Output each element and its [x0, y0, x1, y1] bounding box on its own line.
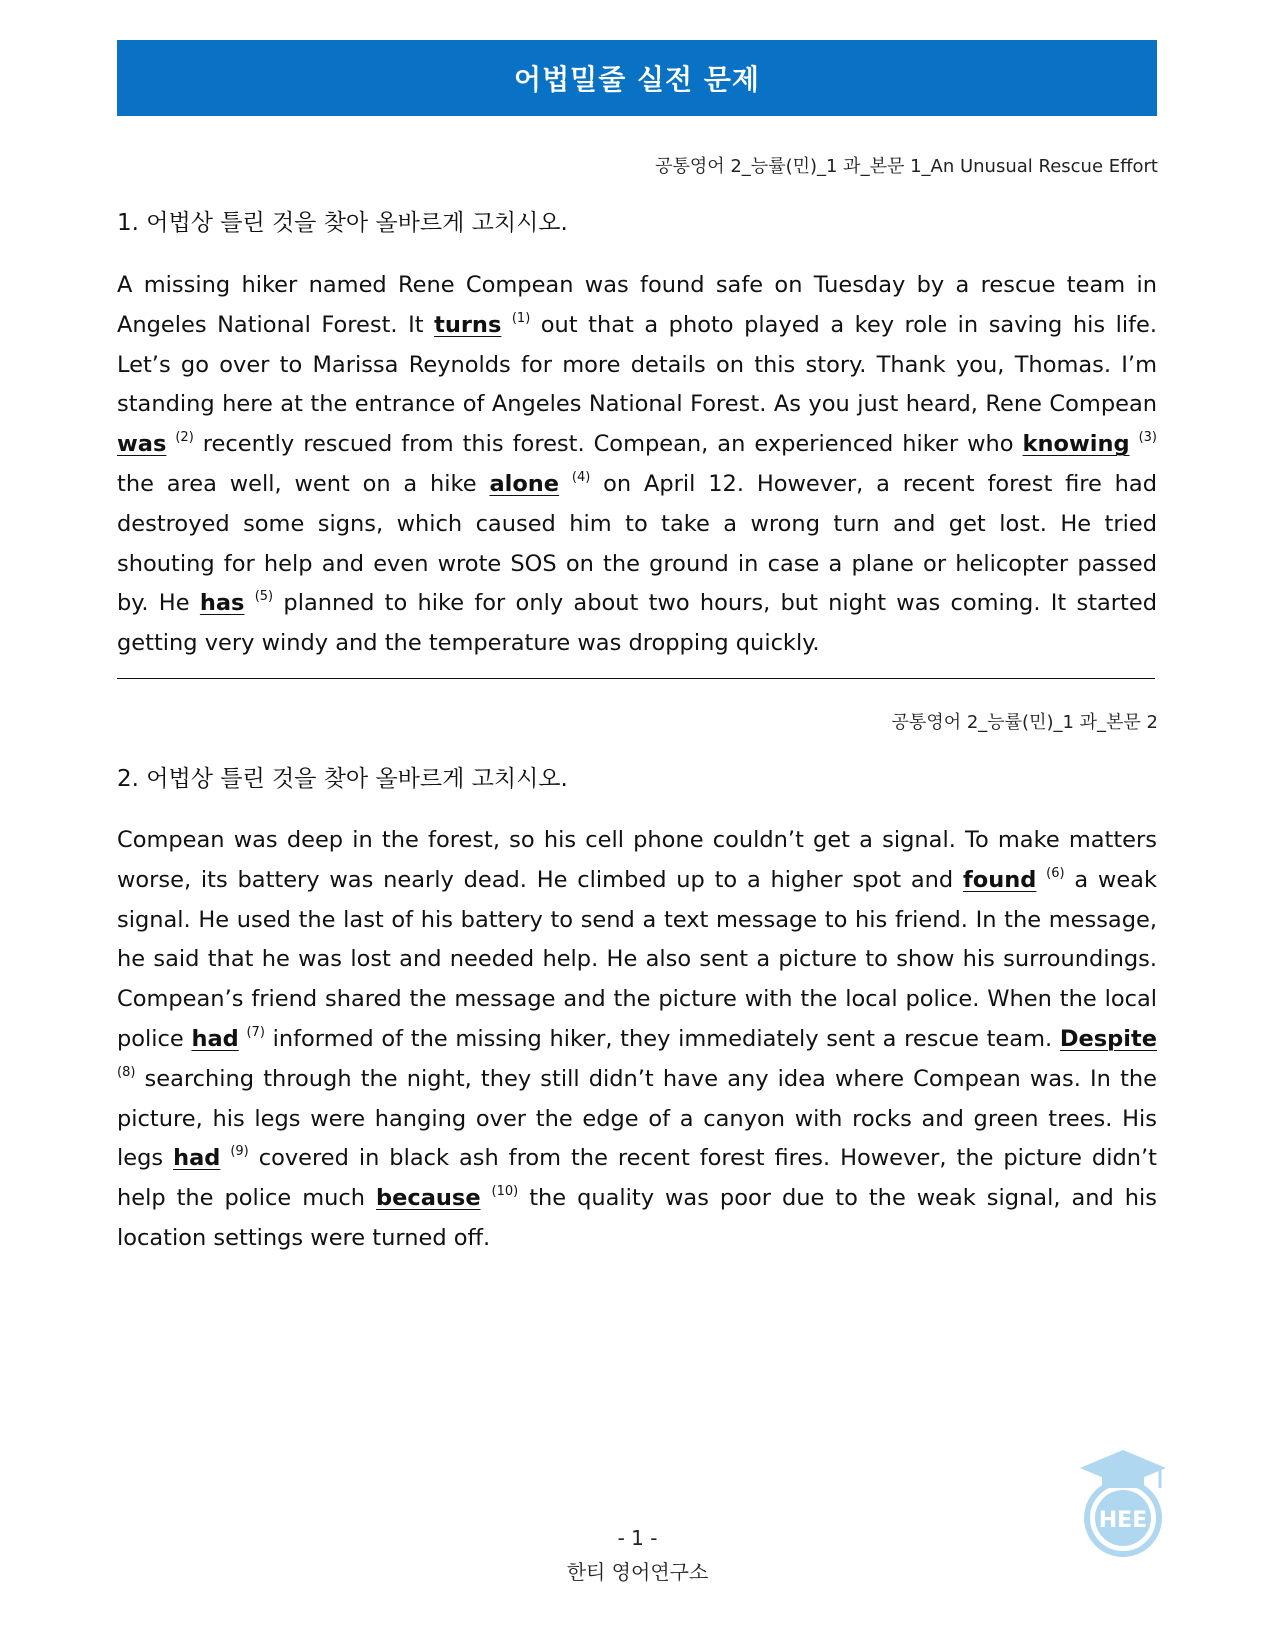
blank-number: (6) [1046, 865, 1065, 881]
blank-number: (10) [491, 1184, 519, 1200]
blank-number: (2) [175, 430, 194, 446]
q2-passage: Compean was deep in the forest, so his cell phone couldn’t get a signal. To make matters worse, its battery was nearly dead. He climbed up to a higher spot and found $^{(6)}$ a weak signal. He used the last of his battery to send a text message to his friend. In the message, he said that he was lost and needed help. He also sent a picture to show his surroundings. Compean’s friend shared the message and the picture with the local police. When the local police had $^{(7)}$ informed of the missing hiker, they immediately sent a rescue team. Despite $^{(8)}$ searching through the night, they still didn’t have any idea where Compean was. In the picture, his legs were hanging over the edge of a canyon with rocks and green trees. His legs had $^{(9)}$ covered in black ash from the recent forest fires. However, the picture didn’t help the police much because $^{(10)}$ the quality was poor due to the weak signal, and his location settings were turned off. [117, 827, 1158, 1251]
page-title-banner [117, 40, 1157, 116]
target-word: knowing [1022, 431, 1130, 458]
blank-number: (5) [254, 589, 274, 605]
blank-number: (9) [230, 1144, 249, 1160]
page-number: - 1 - [617, 1526, 658, 1550]
target-word: has [199, 590, 245, 617]
q1-source: 공통영어 2_능률(민)_1 과_본문 1_An Unusual Rescue Effort [655, 156, 1158, 177]
target-word: had [173, 1145, 221, 1172]
section-divider [117, 678, 1155, 679]
target-word: alone [489, 470, 560, 497]
q2-source: 공통영어 2_능률(민)_1 과_본문 2 [891, 712, 1158, 733]
q1-passage: A missing hiker named Rene Compean was found safe on Tuesday by a rescue team in Angeles National Forest. It turns $^{(1)}$ out that a photo played a key role in saving his life. Let’s go over to Marissa Reynolds for more details on this story. Thank you, Thomas. I’m standing here at the entrance of Angeles National Forest. As you just heard, Rene Compean was $^{(2)}$ recently rescued from this forest. Compean, an experienced hiker who knowing $^{(3)}$ the area well, went on a hike alone $^{(4)}$ on April 12. However, a recent forest fire had destroyed some signs, which caused him to take a wrong turn and get lost. He tried shouting for help and even wrote SOS on the ground in case a plane or helicopter passed by. He has $^{(5)}$ planned to hike for only about two hours, but night was coming. It started getting very windy and the temperature was dropping quickly. [117, 272, 1158, 657]
blank-number: (3) [1138, 430, 1157, 446]
blank-number: (1) [511, 310, 531, 326]
blank-number: (8) [117, 1064, 136, 1080]
target-word: was [117, 431, 167, 458]
target-word: found [962, 866, 1037, 893]
blank-number: (4) [571, 469, 591, 485]
blank-number: (7) [246, 1024, 265, 1040]
logo-text: HEE [1098, 1508, 1148, 1533]
footer-org: 한티 영어연구소 [566, 1560, 709, 1584]
target-word: turns [434, 311, 502, 338]
q2-prompt: 2. 어법상 틀린 것을 찾아 올바르게 고치시오. [117, 766, 568, 792]
page-title: 어법밀줄 실전 문제 [514, 63, 760, 96]
target-word: because [376, 1185, 481, 1212]
target-word: Despite [1059, 1025, 1158, 1052]
q1-prompt: 1. 어법상 틀린 것을 찾아 올바르게 고치시오. [117, 210, 568, 236]
target-word: had [191, 1025, 239, 1052]
